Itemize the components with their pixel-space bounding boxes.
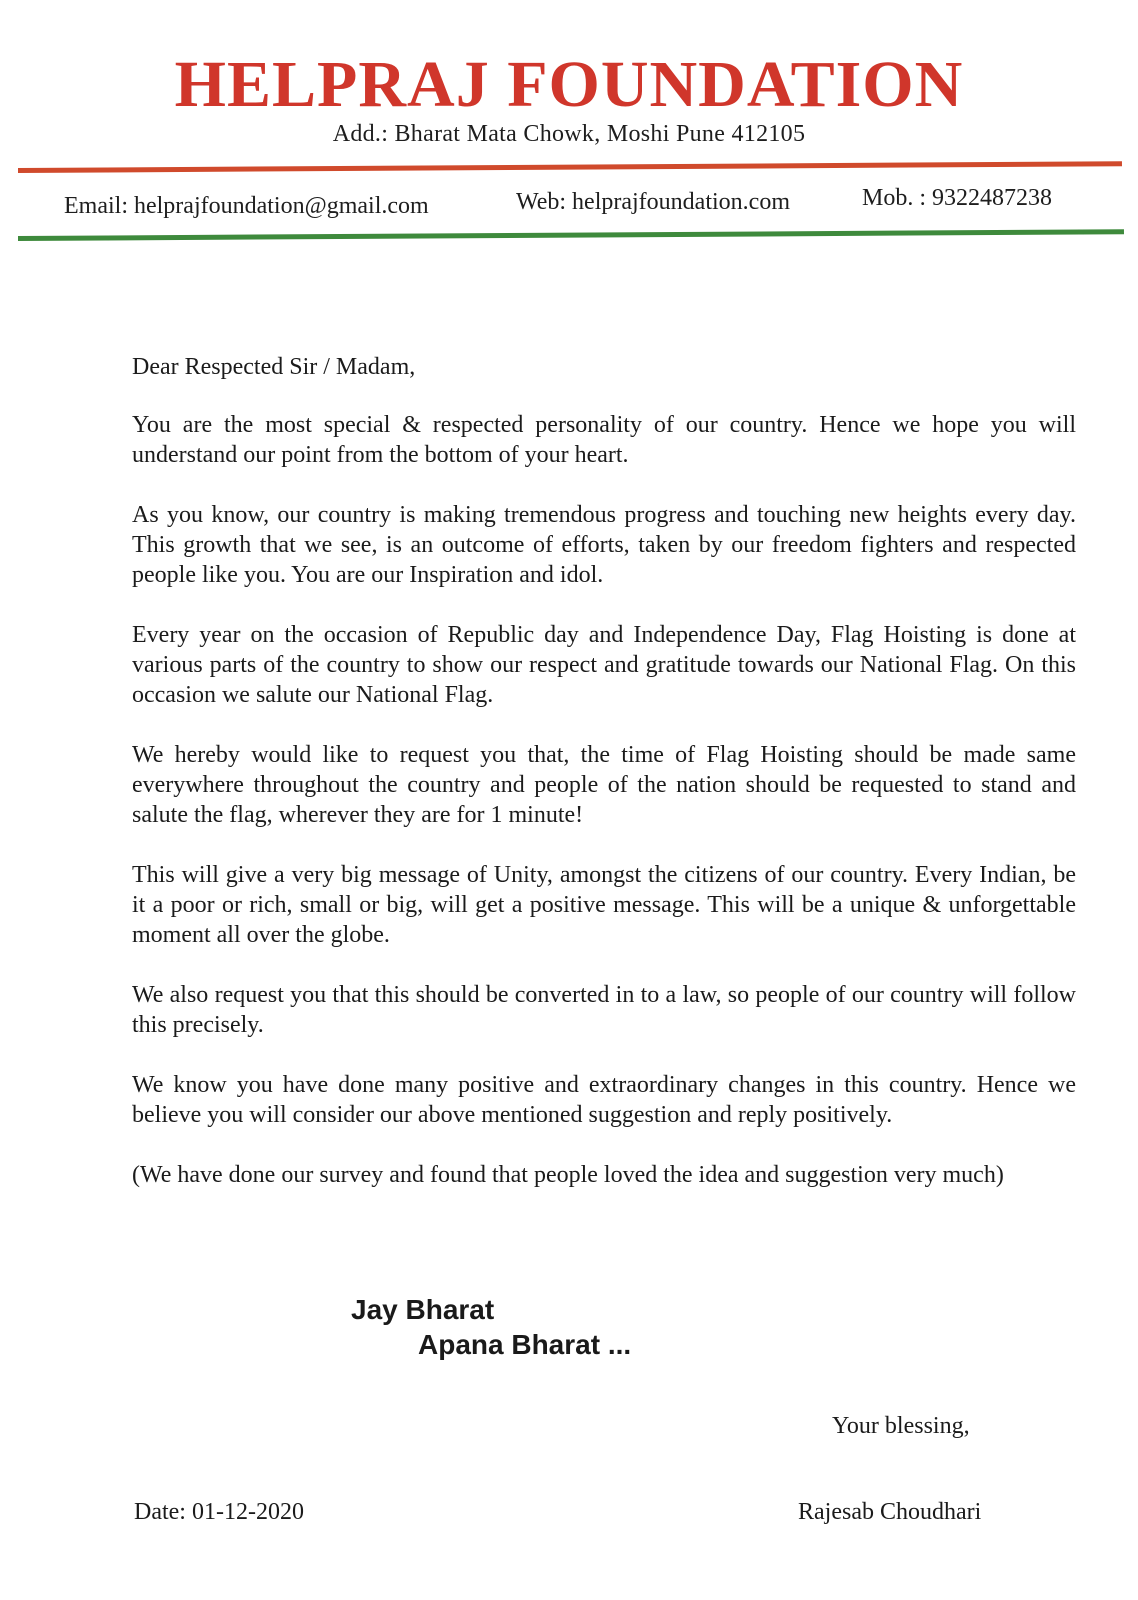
contact-website: Web: helprajfoundation.com — [516, 189, 790, 215]
contact-email: Email: helprajfoundation@gmail.com — [64, 193, 429, 219]
paragraph: We also request you that this should be converted in to a law, so people of our country will follow this precisely. — [132, 982, 1076, 1038]
letterhead-top-rule — [18, 161, 1122, 173]
survey-note: (We have done our survey and found that people loved the idea and suggestion very much) — [132, 1162, 1004, 1188]
letter-body — [132, 352, 1076, 1220]
paragraph: We know you have done many positive and extraordinary changes in this country. Hence we believe you will consider our above mentioned suggestion and reply positively. — [132, 1072, 1076, 1128]
paragraph: We hereby would like to request you that, the time of Flag Hoisting should be made same everywhere throughout the country and people of the nation should be requested to stand and salute the flag, wherever they are for 1 minute! — [132, 742, 1076, 828]
motto-line-1: Jay Bharat — [351, 1294, 495, 1325]
paragraph: Every year on the occasion of Republic day and Independence Day, Flag Hoisting is done at various parts of the country to show our respect and gratitude towards our National Flag. On this occasion we salute our National Flag. — [132, 622, 1076, 708]
contact-mobile: Mob. : 9322487238 — [862, 185, 1053, 211]
paragraph: As you know, our country is making tremendous progress and touching new heights every day. This growth that we see, is an outcome of efforts, taken by our freedom fighters and respected people like you. You are our Inspiration and idol. — [132, 502, 1076, 588]
signatory-name: Rajesab Choudhari — [798, 1499, 982, 1525]
letterhead-bottom-rule — [18, 229, 1124, 241]
salutation: Dear Respected Sir / Madam, — [132, 354, 416, 380]
motto-line-2: Apana Bharat ... — [418, 1329, 632, 1360]
letter-date: Date: 01-12-2020 — [134, 1499, 304, 1525]
paragraph: You are the most special & respected personality of our country. Hence we hope you will understand our point from the bottom of your heart. — [132, 412, 1076, 468]
valediction: Your blessing, — [832, 1413, 970, 1439]
paragraph: This will give a very big message of Unity, amongst the citizens of our country. Every Indian, be it a poor or rich, small or big, will get a positive message. This will be a unique & unforgettable moment all over the globe. — [132, 862, 1076, 948]
organization-address: Add.: Bharat Mata Chowk, Moshi Pune 412105 — [332, 121, 806, 147]
organization-name: HELPRAJ FOUNDATION — [174, 48, 964, 121]
